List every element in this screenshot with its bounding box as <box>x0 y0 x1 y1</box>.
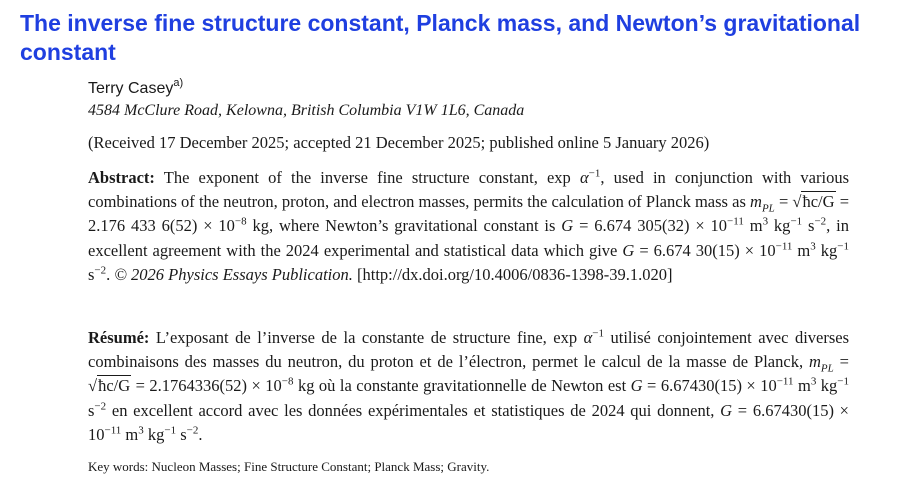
unit-text: m <box>743 216 763 236</box>
exponent: 3 <box>810 240 816 253</box>
abstract-text: = 2.176 433 6(52) × 10 <box>88 192 850 236</box>
mass-subscript: PL <box>761 202 775 215</box>
copyright-notice: © 2026 Physics Essays Publication. <box>114 264 353 284</box>
unit-text: m <box>121 424 139 444</box>
abstract-text: = 6.674 305(32) × 10 <box>573 216 728 236</box>
g-symbol: G <box>630 376 643 396</box>
exponent: −2 <box>94 400 107 413</box>
unit-text: s <box>88 264 95 284</box>
mass-subscript: PL <box>820 362 834 375</box>
exponent: −11 <box>775 240 793 253</box>
abstract-text: . <box>106 264 115 284</box>
unit-text: m <box>793 376 811 396</box>
abstract-text: , used in conjunction with various combinations of the neutron, proton, and electron masses, permits the calculation of Planck mass as <box>88 168 850 212</box>
abstract-paragraph <box>88 166 849 287</box>
exponent: 3 <box>762 215 769 228</box>
unit-text: kg <box>768 216 791 236</box>
exponent: −1 <box>837 375 850 388</box>
unit-text: s <box>802 216 815 236</box>
g-symbol: G <box>622 240 635 260</box>
g-symbol: G <box>561 216 574 236</box>
alpha-symbol: α <box>583 328 593 347</box>
doi-link[interactable]: [http://dx.doi.org/10.4006/0836-1398-39.1.020] <box>352 264 673 284</box>
exponent: −8 <box>234 215 247 228</box>
exponent: −1 <box>790 215 803 228</box>
abstract-text: The exponent of the inverse fine structure constant, exp <box>154 168 580 187</box>
exponent: −11 <box>104 424 122 437</box>
exponent: 3 <box>810 375 817 388</box>
resume-text: = 2.1764336(52) × 10 <box>131 376 282 396</box>
radicand: ħc/G <box>98 376 131 396</box>
author-name: Terry Casey <box>88 80 174 97</box>
unit-text: kg <box>143 424 165 444</box>
unit-text: s <box>176 424 187 444</box>
exponent: −11 <box>776 375 794 388</box>
exponent: −8 <box>281 375 294 388</box>
abstract-text: , in excellent agreement with the 2024 experimental and statistical data which give <box>88 216 850 260</box>
unit-text: kg <box>815 240 838 260</box>
exponent: −11 <box>727 215 744 228</box>
g-symbol: G <box>720 400 733 420</box>
paper-title: The inverse fine structure constant, Planck mass, and Newton’s gravitational constant <box>20 10 861 65</box>
received-dates: (Received 17 December 2025; accepted 21 December 2025; published online 5 January 2026) <box>88 133 710 152</box>
exponent: −1 <box>588 167 601 180</box>
equals-sqrt: = √ <box>88 352 849 396</box>
abstract-label: Abstract: <box>88 168 155 187</box>
equals-sqrt: = √ <box>774 192 802 212</box>
author-line <box>88 76 184 99</box>
resume-paragraph <box>88 326 849 447</box>
author-address: 4584 McClure Road, Kelowna, British Columbia V1W 1L6, Canada <box>88 102 525 119</box>
exponent: −1 <box>164 424 177 437</box>
resume-text: = 6.67430(15) × 10 <box>88 400 849 444</box>
exponent: −2 <box>94 264 107 277</box>
radicand: ħc/G <box>802 192 835 212</box>
exponent: −2 <box>814 215 827 228</box>
keywords: Key words: Nucleon Masses; Fine Structure Constant; Planck Mass; Gravity. <box>88 459 490 474</box>
mass-symbol: m <box>750 192 762 212</box>
resume-text: . <box>198 424 203 444</box>
abstract-text: = 6.674 30(15) × 10 <box>634 240 776 260</box>
exponent: −1 <box>592 327 604 340</box>
alpha-symbol: α <box>579 168 589 187</box>
resume-text: = 6.67430(15) × 10 <box>642 376 777 396</box>
abstract-text: kg, where Newton’s gravitational constant is <box>246 216 562 236</box>
exponent: 3 <box>138 424 144 437</box>
resume-text: L’exposant de l’inverse de la constante de structure fine, exp <box>149 328 584 347</box>
unit-text: s <box>88 400 95 420</box>
resume-text: utilisé conjointement avec diverses combinaisons des masses du neutron, du proton et de l’électron, permet le calcul de la masse de Planck, <box>88 328 850 372</box>
exponent: −2 <box>186 424 199 437</box>
resume-text: en excellent accord avec les données expérimentales et statistiques de 2024 qui donnent, <box>106 400 721 420</box>
unit-text: kg <box>816 376 838 396</box>
exponent: −1 <box>837 240 849 253</box>
mass-symbol: m <box>809 352 821 372</box>
resume-label: Résumé: <box>88 328 150 347</box>
unit-text: m <box>792 240 811 260</box>
resume-text: kg où la constante gravitationnelle de Newton est <box>293 376 631 396</box>
affiliation-mark: a) <box>173 76 184 89</box>
